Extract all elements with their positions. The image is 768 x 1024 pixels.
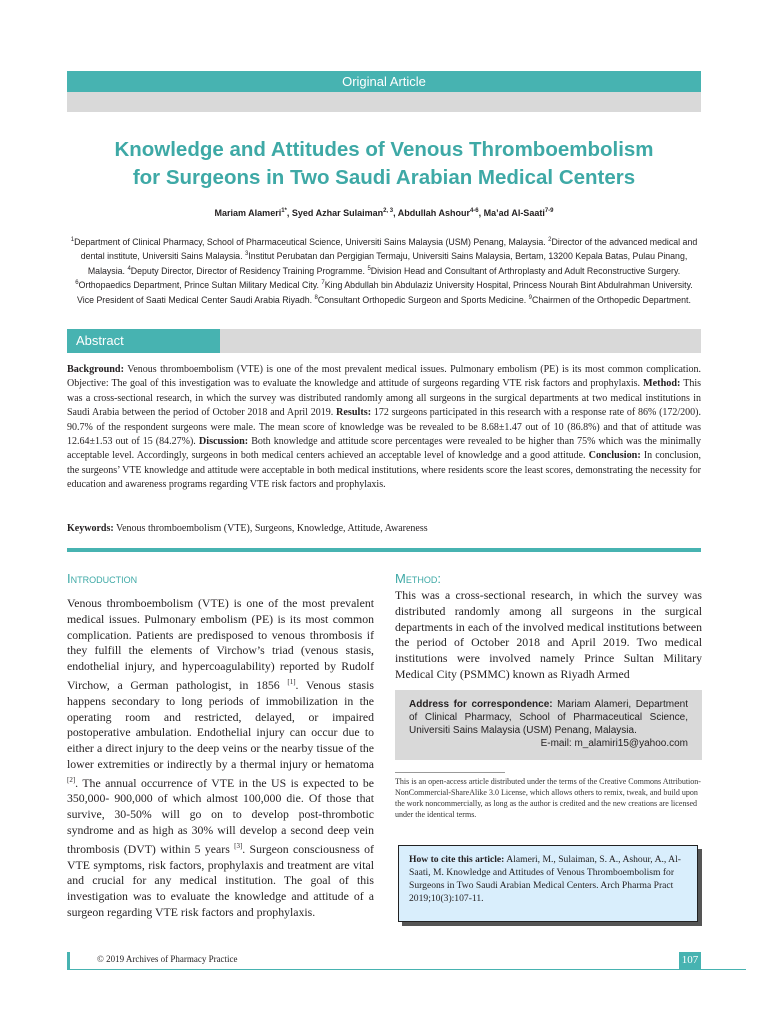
citation-ref: [1] <box>287 677 296 686</box>
title-line-2: for Surgeons in Two Saudi Arabian Medical Centers <box>132 166 636 189</box>
affiliation-text: Institut Perubatan dan Pergigian Termaju, Universiti Sains Malaysia, Bertam, 13200 Kepala Batas, Pulau Pinang, Malaysia. <box>87 251 688 276</box>
section-divider <box>67 548 701 552</box>
correspondence-email: E-mail: m_alamiri15@yahoo.com <box>540 738 688 749</box>
correspondence-text: Mariam Alameri, Department of Clinical Pharmacy, School of Pharmaceutical Science, Universiti Sains Malaysia (USM) Penang, Malaysia. <box>409 699 688 736</box>
introduction-body <box>67 596 374 921</box>
affiliation-text: Consultant Orthopedic Surgeon and Sports Medicine. <box>317 294 527 305</box>
author-sup: 1* <box>281 208 287 214</box>
abstract-header-bar <box>67 329 701 353</box>
abstract-label: Results: <box>336 407 372 419</box>
correspondence-box <box>395 690 702 760</box>
author-list: Mariam Alameri$^{1*}$, Syed Azhar Sulaiman$^{2, 3}$, Abdullah Ashour$^{4-6}$, Ma’ad Al-Saati$^{7-9}$ <box>214 208 554 218</box>
citation-ref: [3] <box>234 841 243 850</box>
affiliation-sup: 4 <box>127 265 131 272</box>
author-name: Syed Azhar Sulaiman <box>291 208 384 218</box>
author-sup: 4-6 <box>469 208 479 214</box>
affiliation-text: Orthopaedics Department, Prince Sultan Military Medical City. <box>78 280 319 291</box>
footer-accent <box>67 952 70 970</box>
author-sup: 7-9 <box>544 208 554 214</box>
abstract-text: Venous thromboembolism (VTE) is one of the most prevalent medical issues. Pulmonary embolism (PE) is its most common complication. Objective: The goal of this investigation was to evaluate the knowledge and attitude of surgeons regarding VTE risk factors and prophylaxis. <box>67 364 701 390</box>
affiliations <box>67 234 701 306</box>
method-heading: Method: <box>395 571 441 586</box>
author-name: Abdullah Ashour <box>397 208 470 218</box>
citation-box <box>398 845 698 922</box>
footer-copyright: © 2019 Archives of Pharmacy Practice <box>97 954 238 964</box>
abstract-text: In conclusion, the surgeons’ VTE knowledge and attitude were acceptable in both medical institutions, where residents score the least scores, demonstrating the necessity for education and awareness programs regarding VTE risk factors and prophylaxis. <box>67 450 702 491</box>
intro-text: . Venous stasis happens secondary to long periods of immobilization in the operating room and restricted, delayed, or impaired postoperative ambulation. Endothelial injury can occur due to either a direct injury to the deep veins or the nearby tissue of the lower extremities or indirectly by a thermal injury or hematoma <box>67 677 374 771</box>
author-name: Ma’ad Al-Saati <box>483 208 545 218</box>
affiliation-text: King Abdullah bin Abdulaziz University Hospital, Princess Nourah Bint Abdulrahman University. Vice President of Saati Medical Center Saudi Arabia Riyadh. <box>77 280 693 305</box>
affiliation-text: Division Head and Consultant of Arthroplasty and Adult Reconstructive Surgery. <box>370 265 681 276</box>
abstract-text: 172 surgeons participated in this research with a response rate of 86% (172/200). 90.7% of the respondent surgeons were male. The mean score of knowledge was be revealed to be 8.68±1.47 out of 10 (86.8%) and that of attitude was 12.64±1.53 out of 15 (84.27%). <box>67 407 702 448</box>
affiliation-sup: 8 <box>314 294 318 301</box>
keywords-text: Venous thromboembolism (VTE), Surgeons, Knowledge, Attitude, Awareness <box>116 523 428 534</box>
footer-rule <box>70 969 746 970</box>
title-line-1: Knowledge and Attitudes of Venous Thromboembolism <box>114 138 654 161</box>
affiliation-text: Department of Clinical Pharmacy, School of Pharmaceutical Science, Universiti Sains Malaysia (USM) Penang, Malaysia. <box>74 236 546 247</box>
affiliation-sup: 3 <box>244 251 249 258</box>
license-note: This is an open-access article distributed under the terms of the Creative Commons Attribution-NonCommercial-ShareAlike 3.0 License, which allows others to remix, tweak, and build upon the work noncommercially, as long as the author is credited and the new creations are licensed under the identical terms. <box>395 777 701 819</box>
correspondence-label: Address for correspondence: <box>409 699 553 710</box>
article-type: Original Article <box>342 74 426 89</box>
abstract-heading: Abstract <box>67 329 220 353</box>
affiliation-sup: 2 <box>548 237 552 243</box>
affiliation-sup: 7 <box>321 280 325 287</box>
article-title <box>67 136 701 192</box>
license-rule <box>395 772 505 773</box>
affiliation-sup: 9 <box>528 294 533 301</box>
intro-text: . Surgeon consciousness of VTE symptoms, risk factors, prophylaxis and treatment are vital and crucial for any medical institution. The goal of this investigation was to evaluate the knowledge and attitude of a surgeon regarding VTE risk factors and prophylaxis. <box>67 841 374 919</box>
citation-ref: [2] <box>67 775 76 784</box>
author-sup: 2, 3 <box>383 208 394 214</box>
page-number: 107 <box>679 952 701 969</box>
affiliation-sup: 5 <box>367 265 371 272</box>
abstract-label: Method: <box>643 378 681 390</box>
abstract-label: Discussion: <box>198 436 249 448</box>
affiliation-text: Chairmen of the Orthopedic Department. <box>532 294 691 305</box>
citation-text: Alameri, M., Sulaiman, S. A., Ashour, A., Al-Saati, M. Knowledge and Attitudes of Venous Thromboembolism for Surgeons in Two Saudi Arabian Medical Centers. Arch Pharma Pract 2019;10(3):107-11. <box>409 854 681 904</box>
method-body: This was a cross-sectional research, in which the survey was distributed randomly among all surgeons in the surgical departments in each of the involved medical institutions between the period of October 2018 and April 2019. Two medical institutions were involved namely Prince Sultan Military Medical City (PSMMC) known as Riyadh Armed <box>395 588 702 681</box>
article-type-banner <box>67 71 701 92</box>
affiliation-sup: 1 <box>70 237 75 243</box>
introduction-heading: Introduction <box>67 571 138 586</box>
keywords <box>67 523 701 534</box>
abstract-text: Both knowledge and attitude score percentages were revealed to be higher than 75% which was the minimally acceptable level. Accordingly, surgeons in both medical centers achieved an acceptable level of knowledge and a good attitude. <box>67 436 702 462</box>
page-footer <box>67 952 701 970</box>
keywords-label: Keywords: <box>67 523 114 534</box>
intro-text: Venous thromboembolism (VTE) is one of the most prevalent medical issues. Pulmonary embolism (PE) is its most common complication. Patients are predisposed to venous thrombosis if they fulfill the elements of Virchow’s triad (venous stasis, endothelial injury, and hypercoagulability) reported by Rudolf Virchow, a German pathologist, in 1856 <box>67 596 374 692</box>
abstract-body <box>67 363 701 493</box>
affiliation-text: Deputy Director, Director of Residency Training Programme. <box>130 265 365 276</box>
affiliation-text: Director of the advanced medical and dental institute, Universiti Sains Malaysia. <box>80 236 698 262</box>
abstract-label: Conclusion: <box>588 450 641 462</box>
intro-text: . The annual occurrence of VTE in the US is expected to be 350,000- 900,000 of which almost 100,000 die. Of those that survive, 30-50% will go on to develop post-thrombotic syndrome and as high as 30% will develop a second deep vein thrombosis (DVT) within 5 years <box>67 775 374 856</box>
banner-underbar <box>67 92 701 112</box>
affiliation-sup: 6 <box>75 280 79 287</box>
author-name: Mariam Alameri <box>214 208 282 218</box>
citation-label: How to cite this article: <box>409 854 505 865</box>
abstract-label: Background: <box>67 364 124 375</box>
abstract-text: This was a cross-sectional research, in which the survey was distributed randomly among all surgeons in the surgical departments at two medical institutions in Saudi Arabia between the period of October 2018 and April 2019. <box>67 378 701 419</box>
